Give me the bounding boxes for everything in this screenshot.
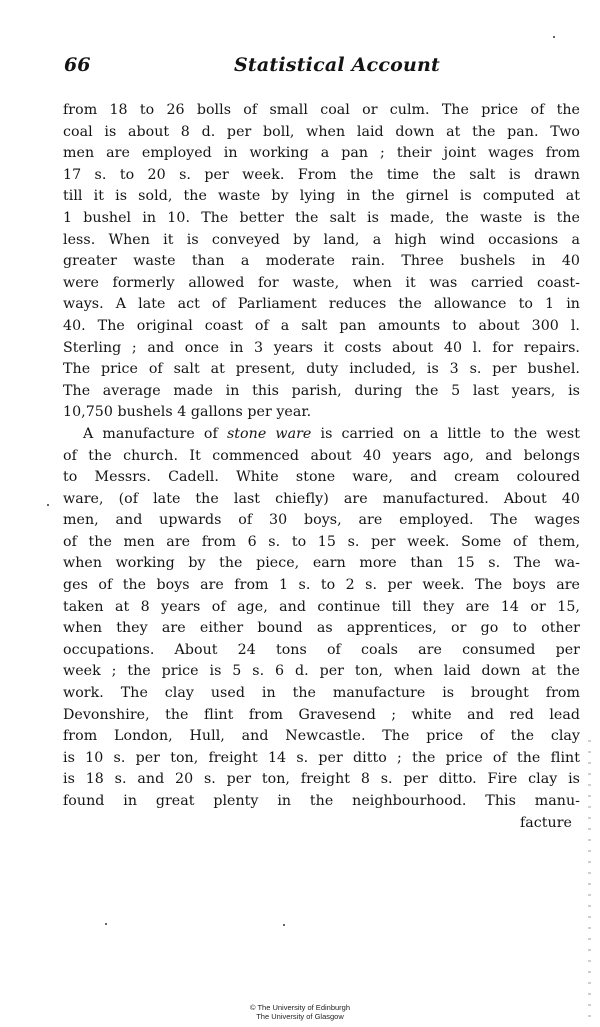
- text-line: when working by the piece, earn more than 15 s. The wa-: [63, 555, 580, 572]
- text-line: work. The clay used in the manufacture is brought from: [63, 685, 580, 702]
- text-run: A manufacture of: [83, 425, 227, 442]
- text-line: men are employed in working a pan ; their joint wages from: [63, 145, 580, 162]
- text-line: less. When it is conveyed by land, a high wind occasions a: [63, 231, 580, 248]
- text-line: is 10 s. per ton, freight 14 s. per ditto ; the price of the flint: [63, 749, 580, 766]
- text-line: ways. A late act of Parliament reduces the allowance to 1 in: [63, 296, 580, 313]
- text-line: 10,750 bushels 4 gallons per year.: [63, 404, 312, 421]
- text-line: is 18 s. and 20 s. per ton, freight 8 s. per ditto. Fire clay is: [63, 771, 580, 788]
- copyright-footer: [0, 1003, 600, 1021]
- text-line: to Messrs. Cadell. White stone ware, and cream coloured: [63, 469, 580, 486]
- text-line: Sterling ; and once in 3 years it costs about 40 l. for repairs.: [63, 339, 580, 356]
- text-line: week ; the price is 5 s. 6 d. per ton, when laid down at the: [63, 663, 580, 680]
- text-line: men, and upwards of 30 boys, are employed. The wages: [63, 512, 580, 529]
- text-line: from London, Hull, and Newcastle. The price of the clay: [63, 728, 580, 745]
- text-line: The price of salt at present, duty included, is 3 s. per bushel.: [63, 361, 580, 378]
- footer-line: © The University of Edinburgh: [249, 1003, 351, 1012]
- text-line: ges of the boys are from 1 s. to 2 s. per week. The boys are: [63, 577, 580, 594]
- scan-edge-noise: [588, 740, 591, 1020]
- text-line: Devonshire, the flint from Gravesend ; white and red lead: [63, 706, 580, 723]
- italic-term: stone ware: [226, 425, 312, 442]
- text-run: is carried on a little to the west: [311, 425, 580, 442]
- text-line: from 18 to 26 bolls of small coal or culm. The price of the: [63, 102, 580, 118]
- page-number: 66: [64, 54, 91, 76]
- text-line: greater waste than a moderate rain. Three bushels in 40: [63, 253, 580, 270]
- text-line: of the men are from 6 s. to 15 s. per week. Some of them,: [63, 533, 580, 550]
- text-line: of the church. It commenced about 40 years ago, and belongs: [63, 447, 580, 464]
- text-line: The average made in this parish, during the 5 last years, is: [63, 382, 580, 399]
- body-text: [63, 100, 580, 834]
- scan-speck: [105, 923, 107, 925]
- text-line: 40. The original coast of a salt pan amounts to about 300 l.: [63, 317, 580, 334]
- text-line: were formerly allowed for waste, when it was carried coast-: [63, 274, 580, 291]
- text-line: 1 bushel in 10. The better the salt is made, the waste is the: [63, 209, 580, 226]
- text-line: ware, (of late the last chiefly) are manufactured. About 40: [63, 490, 580, 507]
- text-line: found in great plenty in the neighbourhood. This manu-: [63, 793, 580, 809]
- running-head: Statistical Account: [234, 54, 440, 76]
- scan-speck: [47, 504, 49, 506]
- footer-line: The University of Glasgow: [256, 1012, 344, 1021]
- text-line: 17 s. to 20 s. per week. From the time the salt is drawn: [63, 166, 580, 183]
- text-line: coal is about 8 d. per boll, when laid down at the pan. Two: [63, 123, 580, 140]
- text-line: taken at 8 years of age, and continue till they are 14 or 15,: [63, 598, 580, 615]
- text-line: occupations. About 24 tons of coals are consumed per: [63, 641, 580, 658]
- page-header: [0, 50, 600, 82]
- scan-speck: [553, 36, 555, 38]
- text-line: till it is sold, the waste by lying in the girnel is computed at: [63, 188, 580, 205]
- catchword: facture: [519, 814, 572, 831]
- text-line: when they are either bound as apprentices, or go to other: [63, 620, 580, 637]
- paragraph-first-line: [63, 424, 580, 446]
- scan-speck: [283, 924, 285, 926]
